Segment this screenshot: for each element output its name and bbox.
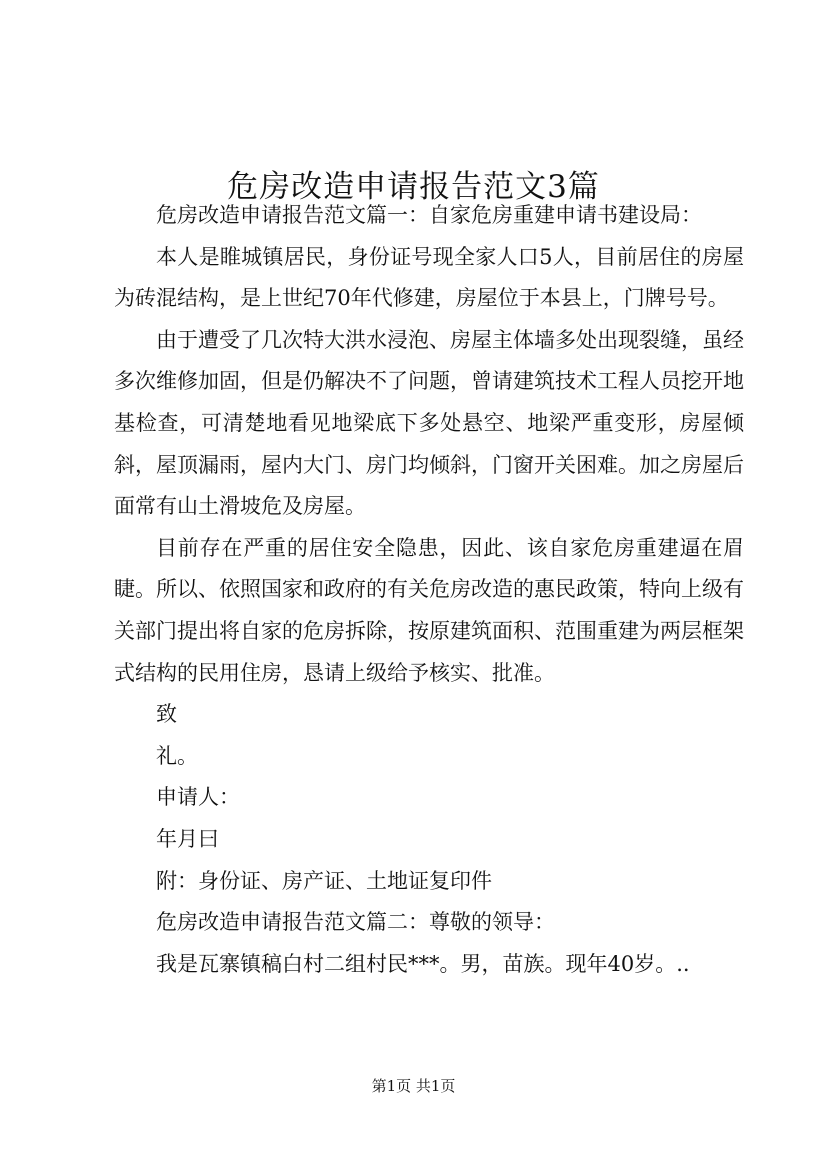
page-footer: 第1页 共1页 [371, 1077, 456, 1095]
paragraph-intro: 危房改造申请报告范文篇一：自家危房重建申请书建设局： [156, 203, 702, 227]
paragraph-request: 目前存在严重的居住安全隐患，因此、该自家危房重建逼在眉睫。所以、依照国家和政府的有关危房改造的惠民政策，特向上级有关部门提出将自家的危房拆除，按原建筑面积、范围重建为两层框架式结构的民用住房，恳请上级给予核实、批准。 [114, 535, 744, 685]
paragraph-damage-description: 由于遭受了几次特大洪水浸泡、房屋主体墙多处出现裂缝，虽经多次维修加固，但是仍解决不了问题，曾请建筑技术工程人员挖开地基检查，可清楚地看见地梁底下多处悬空、地梁严重变形，房屋倾斜，屋顶漏雨，屋内大门、房门均倾斜，门窗开关困难。加之房屋后面常有山土滑坡危及房屋。 [114, 327, 744, 519]
attachments-line: 附：身份证、房产证、土地证复印件 [156, 868, 492, 893]
paragraph-second-sample-intro: 我是瓦寨镇稿白村二组村民***。男，苗族。现年40岁。.. [156, 951, 690, 976]
date-line: 年月曰 [156, 826, 219, 851]
document-title: 危房改造申请报告范文3篇 [227, 168, 600, 205]
document-body [114, 195, 744, 985]
closing-regards: 礼。 [156, 743, 198, 768]
paragraph-applicant-info: 本人是睢城镇居民，身份证号现全家人口5人，目前居住的房屋为砖混结构，是上世纪70年代修建，房屋位于本县上，门牌号号。 [114, 244, 744, 311]
paragraph-second-sample-heading: 危房改造申请报告范文篇二：尊敬的领导： [156, 910, 555, 935]
closing-salutation: 致 [156, 702, 177, 727]
applicant-signature-line: 申请人： [156, 785, 240, 810]
